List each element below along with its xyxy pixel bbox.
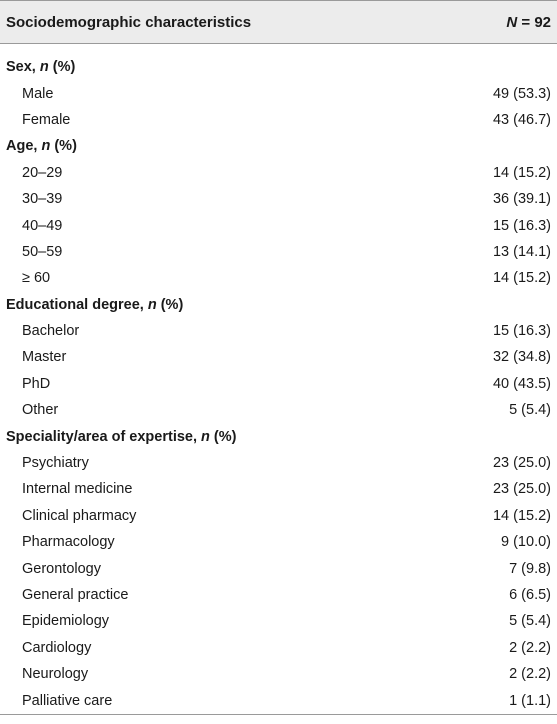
section-title-unit: (%) bbox=[50, 138, 77, 155]
row-value: 40 (43.5) bbox=[492, 375, 551, 392]
row-value: 5 (5.4) bbox=[509, 402, 551, 419]
table-row bbox=[0, 397, 557, 423]
section-title bbox=[6, 429, 237, 445]
row-value: 14 (15.2) bbox=[492, 270, 551, 287]
section-header-row bbox=[0, 54, 557, 80]
section-title-n: n bbox=[201, 428, 210, 445]
section-header-row bbox=[0, 133, 557, 159]
row-value: 6 (6.5) bbox=[509, 587, 551, 603]
row-label: Male bbox=[22, 85, 54, 102]
header-n-symbol: N bbox=[506, 13, 518, 31]
row-label: 40–49 bbox=[22, 217, 63, 234]
table-bottom-rule bbox=[0, 714, 557, 715]
row-value: 43 (46.7) bbox=[492, 111, 551, 128]
section-title-text: Age, bbox=[6, 138, 42, 155]
row-label: Gerontology bbox=[22, 560, 101, 577]
section-title bbox=[6, 297, 183, 313]
row-label: Pharmacology bbox=[22, 534, 115, 551]
section-title-unit: (%) bbox=[209, 428, 237, 445]
section-title-unit: (%) bbox=[48, 59, 76, 76]
section-title-text: Speciality/area of expertise, bbox=[6, 428, 202, 445]
row-label: Palliative care bbox=[22, 692, 113, 709]
row-label: Female bbox=[22, 111, 71, 128]
table-row bbox=[0, 608, 557, 634]
row-label: Psychiatry bbox=[22, 455, 89, 472]
row-label: Cardiology bbox=[22, 639, 92, 656]
section-title bbox=[6, 138, 77, 154]
table-row bbox=[0, 687, 557, 713]
table-row bbox=[0, 529, 557, 555]
row-value: 9 (10.0) bbox=[501, 534, 551, 551]
table-row bbox=[0, 450, 557, 476]
table-row bbox=[0, 582, 557, 608]
table-header-row bbox=[0, 0, 557, 44]
header-sample-size bbox=[506, 14, 551, 31]
row-label: Neurology bbox=[22, 666, 89, 683]
row-value: 2 (2.2) bbox=[509, 639, 551, 656]
section-title-n: n bbox=[39, 59, 49, 76]
table-row bbox=[0, 635, 557, 661]
row-value: 23 (25.0) bbox=[492, 455, 551, 472]
row-value: 15 (16.3) bbox=[492, 323, 551, 340]
table-row bbox=[0, 80, 557, 106]
table-row bbox=[0, 661, 557, 687]
section-title-n: n bbox=[41, 138, 51, 155]
row-label: Bachelor bbox=[22, 323, 80, 340]
row-label: Master bbox=[22, 349, 67, 366]
row-value: 13 (14.1) bbox=[492, 243, 551, 260]
table-row bbox=[0, 318, 557, 344]
table-row bbox=[0, 186, 557, 212]
row-value: 14 (15.2) bbox=[492, 507, 551, 524]
row-value: 7 (9.8) bbox=[509, 560, 551, 577]
row-label: 20–29 bbox=[22, 164, 63, 181]
row-value: 14 (15.2) bbox=[492, 164, 551, 181]
row-value: 1 (1.1) bbox=[509, 692, 551, 709]
row-label: Epidemiology bbox=[22, 613, 110, 630]
table-row bbox=[0, 555, 557, 581]
row-label: 50–59 bbox=[22, 243, 63, 260]
table-row bbox=[0, 476, 557, 502]
section-header-row bbox=[0, 292, 557, 318]
row-label: Clinical pharmacy bbox=[22, 507, 137, 524]
table-row bbox=[0, 265, 557, 291]
row-value: 5 (5.4) bbox=[509, 613, 551, 630]
table-row bbox=[0, 503, 557, 529]
table-row bbox=[0, 160, 557, 186]
header-characteristics-label: Sociodemographic characteristics bbox=[6, 13, 252, 31]
row-label: 30–39 bbox=[22, 191, 63, 208]
row-label: ≥ 60 bbox=[22, 270, 51, 287]
section-title-n: n bbox=[147, 296, 157, 313]
row-label: Other bbox=[22, 402, 59, 419]
row-value: 15 (16.3) bbox=[492, 217, 551, 234]
row-value: 2 (2.2) bbox=[509, 666, 551, 683]
table-row bbox=[0, 239, 557, 265]
row-value: 49 (53.3) bbox=[492, 85, 551, 102]
section-title-unit: (%) bbox=[156, 296, 184, 313]
row-label: PhD bbox=[22, 375, 51, 392]
table-row bbox=[0, 212, 557, 238]
row-value: 32 (34.8) bbox=[492, 349, 551, 366]
row-label: General practice bbox=[22, 587, 129, 603]
table-row bbox=[0, 344, 557, 370]
section-title-text: Educational degree, bbox=[6, 296, 148, 313]
section-title bbox=[6, 59, 75, 75]
table-row bbox=[0, 371, 557, 397]
table-body bbox=[0, 44, 557, 714]
header-n-value: = 92 bbox=[517, 13, 551, 31]
row-value: 36 (39.1) bbox=[492, 191, 551, 208]
section-header-row bbox=[0, 423, 557, 449]
table-row bbox=[0, 107, 557, 133]
row-label: Internal medicine bbox=[22, 481, 133, 498]
section-title-text: Sex, bbox=[6, 59, 40, 76]
row-value: 23 (25.0) bbox=[492, 481, 551, 498]
